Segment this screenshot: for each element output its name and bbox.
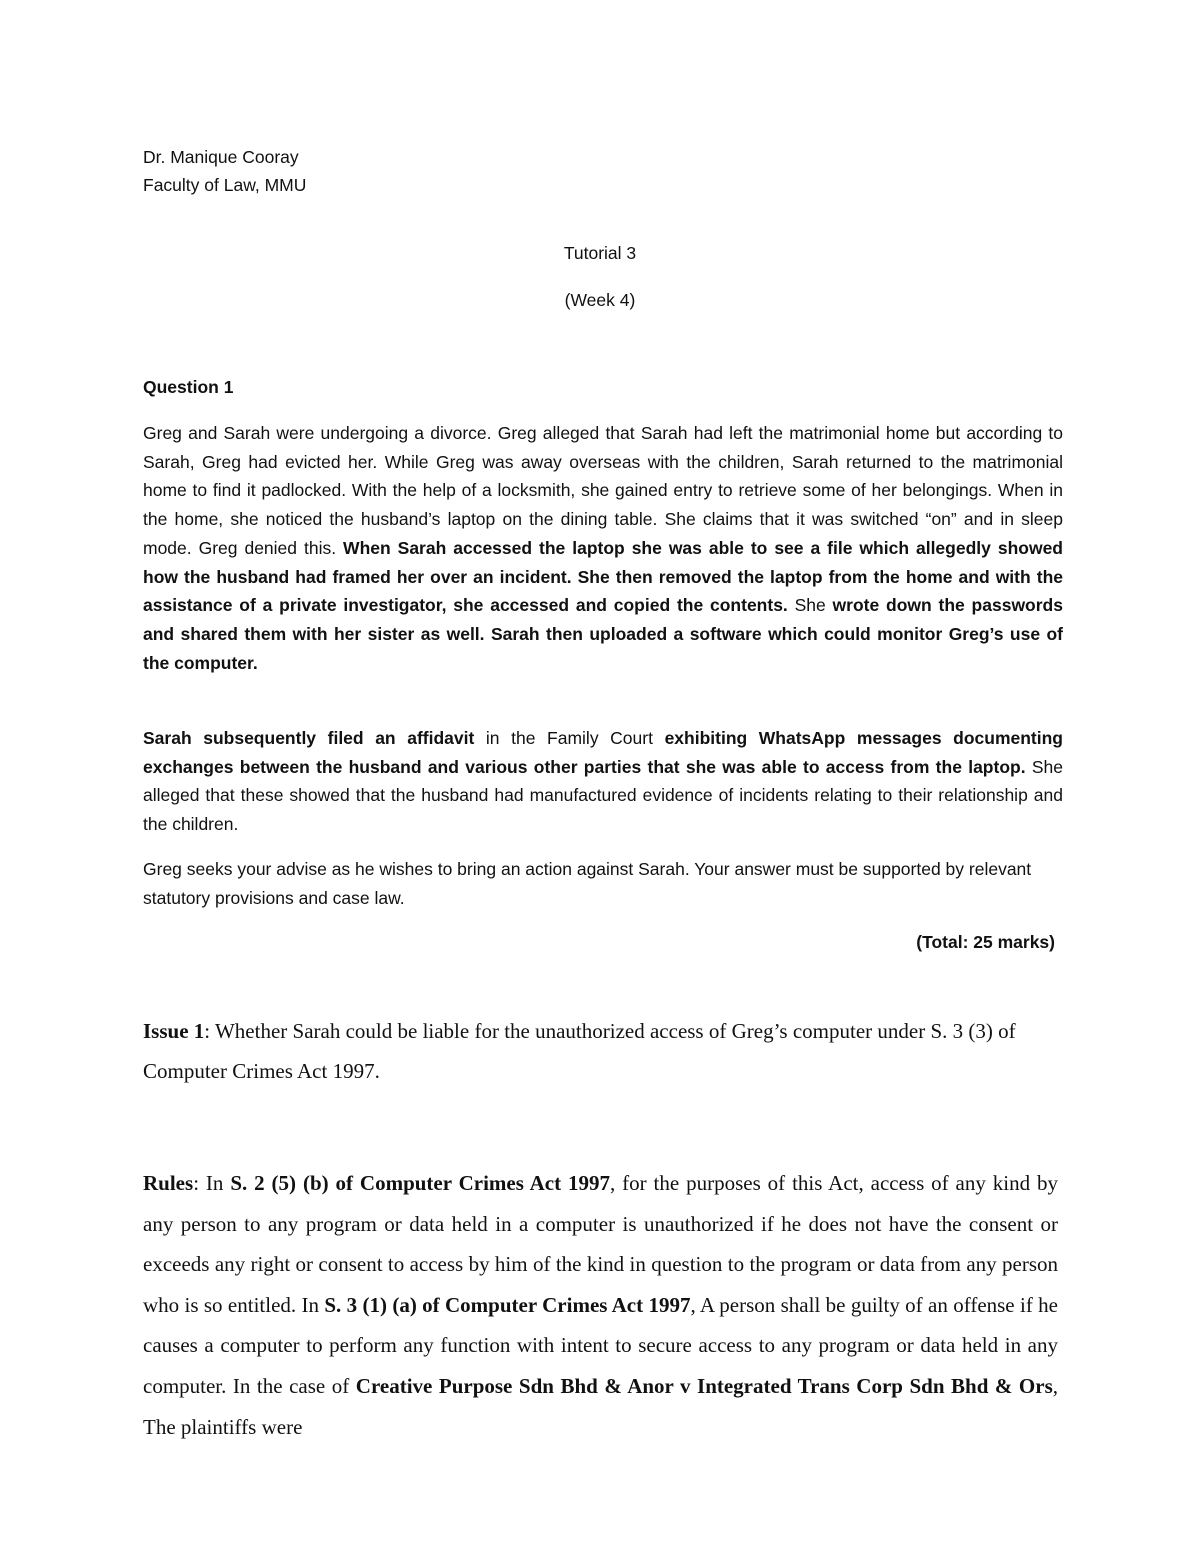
rules-statute-1: S. 2 (5) (b) of Computer Crimes Act 1997 — [230, 1171, 611, 1195]
rules-statute-2: S. 3 (1) (a) of Computer Crimes Act 1997 — [324, 1292, 691, 1317]
issue-text: : Whether Sarah could be liable for the unauthorized access of Greg’s computer under S. 3 (3) of Computer Crimes Act 1997. — [143, 1019, 1016, 1083]
q2-bold-1: Sarah subsequently filed an affidavit — [143, 728, 475, 748]
author-block — [143, 143, 306, 199]
issue-label: Issue 1 — [143, 1019, 205, 1043]
q1-bold-1: When Sarah accessed the laptop she was able to see a file which allegedly showed how the husband had framed her over an incident. She then removed the laptop from the home and with the assistance of a private investigator, she accessed and copied the contents. — [143, 537, 1063, 616]
author-name: Dr. Manique Cooray — [143, 147, 299, 167]
q1-bold-2: wrote down the passwords and shared them with her sister as well. Sarah then uploaded a software which could monitor Greg’s use of the computer. — [143, 595, 1063, 673]
tutorial-title: Tutorial 3 — [563, 243, 637, 263]
rules-label: Rules — [143, 1171, 194, 1195]
q2-text-1: in the Family Court — [474, 728, 665, 748]
q1-text-1: Greg and Sarah were undergoing a divorce. Greg alleged that Sarah had left the matrimonial home but according to Sarah, Greg had evicted her. While Greg was away overseas with the children, Sarah returned to the matrimonial home to find it padlocked. With the help of a locksmith, she gained entry to retrieve some of her belongings. When in the home, she noticed the husband’s laptop on the dining table. She claims that it was switched “on” and in sleep mode. Greg denied this. — [143, 423, 1063, 558]
question-paragraph-1 — [143, 419, 1063, 677]
rules-text-3: , A person shall be guilty of an offense if he causes a computer to perform any function with intent to secure access to any program or data held in any computer. In the case of — [143, 1292, 1058, 1398]
rules-text-2: , for the purposes of this Act, access of any kind by any person to any program or data held in a computer is unauthorized if he does not have the consent or exceeds any right or consent to access by him of the kind in question to the program or data from any person who is so entitled. In — [143, 1171, 1059, 1317]
rules-paragraph — [143, 1163, 1058, 1447]
question-paragraph-2 — [143, 724, 1063, 839]
rules-case-name: Creative Purpose Sdn Bhd & Anor v Integrated Trans Corp Sdn Bhd & Ors — [355, 1373, 1053, 1398]
issue-paragraph — [143, 1011, 1058, 1091]
question-heading: Question 1 — [143, 377, 234, 397]
q1-text-2: She — [787, 595, 833, 616]
faculty-name: Faculty of Law, MMU — [143, 175, 307, 195]
q2-text-2: She alleged that these showed that the husband had manufactured evidence of incidents relating to their relationship and the children. — [143, 756, 1064, 835]
q2-bold-2: exhibiting WhatsApp messages documenting exchanges between the husband and various other parties that she was able to access from the laptop. — [143, 728, 1063, 777]
rules-text-4: , The plaintiffs were — [143, 1373, 1059, 1439]
total-marks: (Total: 25 marks) — [916, 932, 1055, 952]
week-label: (Week 4) — [564, 290, 636, 310]
question-paragraph-3: Greg seeks your advise as he wishes to bring an action against Sarah. Your answer must be supported by relevant statutory provisions and case law. — [143, 859, 1032, 908]
rules-text-1: : In — [193, 1171, 231, 1195]
